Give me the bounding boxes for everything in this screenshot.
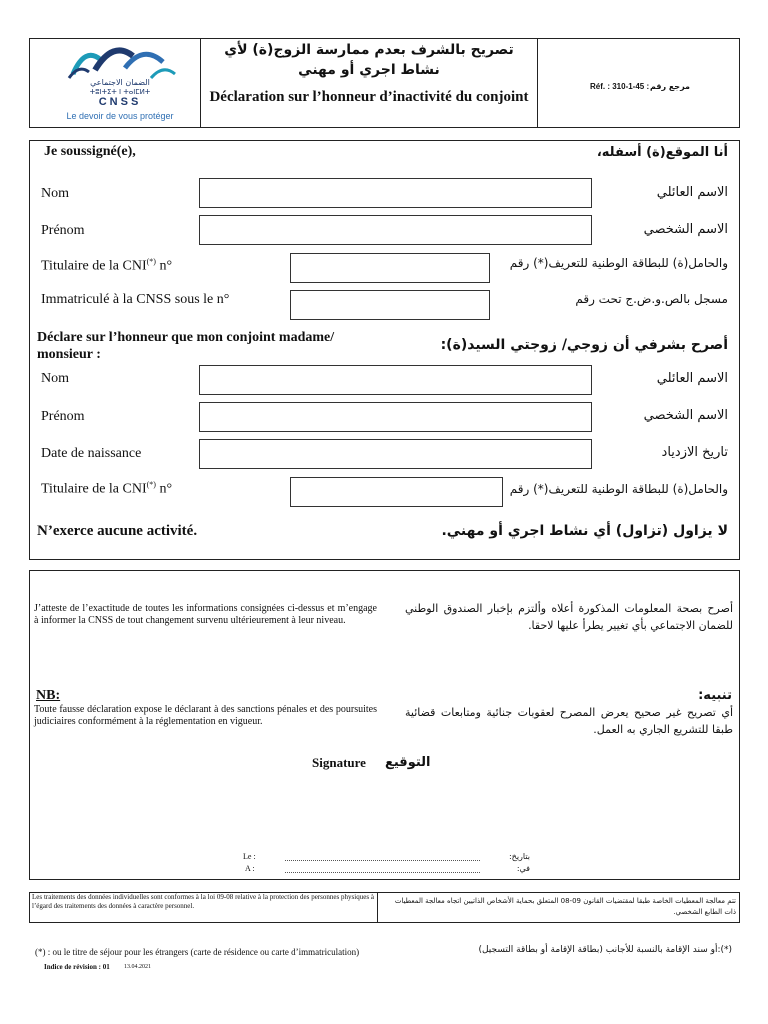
spouse-nom-field[interactable] (199, 365, 592, 395)
header-divider-1 (200, 38, 201, 128)
le-label-ar: بتاريخ: (508, 852, 530, 861)
title-french: Déclaration sur l’honneur d’inactivité du conjoint (209, 89, 529, 105)
prenom-field[interactable] (199, 215, 592, 245)
footnote-fr: (*) : ou le titre de séjour pour les étrangers (carte de résidence ou carte d’immatriculation) (35, 947, 360, 957)
a-label: A : (245, 864, 255, 873)
spouse-nom-label: Nom (41, 371, 69, 386)
immat-label-ar: مسجل بالص.و.ض.ج تحت رقم (575, 292, 728, 306)
prenom-label: Prénom (41, 223, 85, 238)
spouse-cni-field[interactable] (290, 477, 503, 507)
logo-tagline: Le devoir de vous protéger (66, 111, 174, 121)
declare-ar: أصرح بشرفي أن زوجي/ زوجتي السيد(ة): (440, 337, 728, 353)
a-line[interactable] (285, 872, 480, 873)
revision-date: 13.04.2021 (124, 964, 151, 970)
spouse-prenom-field[interactable] (199, 402, 592, 432)
logo-name: CNSS (98, 96, 142, 108)
privacy-fr: Les traitements des données individuelles sont conformes à la loi 09-08 relative à la protection des personnes physiques à l’égard des traitements des données à caractère personnel. (32, 893, 374, 910)
revision-label: Indice de révision : 01 (44, 963, 110, 971)
cni-label-ar: والحامل(ة) للبطاقة الوطنية للتعريف(*) رقم (509, 256, 728, 270)
nb-text-ar: أي تصريح غير صحيح يعرض المصرح لعقوبات جنائية ومتابعات قضائية طبقا للتشريع الجاري به العمل. (405, 706, 733, 736)
nom-label: Nom (41, 186, 69, 201)
title-arabic: تصريح بالشرف بعدم ممارسة الزوج(ة) لأي نشاط اجري أو مهني (224, 42, 514, 78)
logo-arches-icon (55, 40, 185, 80)
nb-title-fr: NB: (36, 688, 61, 703)
ref-label-fr: Réf. : 310-1-45 : (590, 82, 650, 91)
declare-fr: Déclare sur l’honneur que mon conjoint madame/ monsieur : (37, 330, 335, 362)
no-activity-fr: N’exerce aucune activité. (37, 523, 198, 539)
le-line[interactable] (285, 860, 480, 861)
intro-ar: أنا الموقع(ة) أسفله، (596, 145, 728, 160)
nom-field[interactable] (199, 178, 592, 208)
nb-title-ar: تنبيه: (698, 688, 732, 703)
dob-field[interactable] (199, 439, 592, 469)
cni-sup: (*) (146, 257, 156, 266)
cni-field[interactable] (290, 253, 490, 283)
no-activity-ar: لا يزاول (تزاول) أي نشاط اجري أو مهني. (441, 523, 728, 539)
spouse-prenom-label-ar: الاسم الشخصي (643, 408, 728, 423)
privacy-ar: تتم معالجة المعطيات الخاصة طبقا لمقتضيات القانون 09-08 المتعلق بحماية الأشخاص الذاتيين اتجاه معالجة المعطيات ذات الطابع الشخصي. (394, 897, 736, 916)
cni-label: Titulaire de la CNI(*) n° (41, 257, 173, 274)
intro-fr: Je soussigné(e), (44, 144, 136, 159)
le-label: Le : (243, 852, 256, 861)
logo-tifinagh: ⵜⵓⵏⵜⵉⵜ ⵏ ⵜⴰⵏⵎⵍⵜ (89, 88, 151, 96)
dob-label: Date de naissance (41, 446, 142, 461)
a-label-ar: في: (516, 864, 530, 873)
prenom-label-ar: الاسم الشخصي (643, 222, 728, 237)
attestation-fr: J’atteste de l’exactitude de toutes les informations consignées ci-dessus et m’engage à informer la CNSS de tout changement survenu ultérieurement à leur niveau. (34, 603, 377, 626)
dob-label-ar: تاريخ الازدياد (661, 445, 728, 460)
spouse-prenom-label: Prénom (41, 409, 85, 424)
nb-text-fr: Toute fausse déclaration expose le déclarant à des sanctions pénales et des poursuites judiciaires conformément à la réglementation en vigueur. (34, 704, 377, 727)
ref-label-ar: مرجع رقم (649, 82, 690, 91)
cnss-logo (55, 40, 185, 124)
immat-label: Immatriculé à la CNSS sous le n° (41, 292, 230, 307)
nom-label-ar: الاسم العائلي (656, 185, 728, 200)
immat-field[interactable] (290, 290, 490, 320)
spouse-cni-label-ar: والحامل(ة) للبطاقة الوطنية للتعريف(*) رقم (509, 482, 728, 496)
spouse-cni-sup: (*) (146, 480, 156, 489)
privacy-divider (377, 892, 378, 923)
signature-ar: التوقيع (385, 755, 431, 770)
header-divider-2 (537, 38, 538, 128)
spouse-nom-label-ar: الاسم العائلي (656, 371, 728, 386)
signature-fr: Signature (312, 755, 366, 770)
logo-arabic: الضمان الاجتماعي (90, 78, 150, 87)
attestation-ar: أصرح بصحة المعلومات المذكورة أعلاه وألتزم بإخبار الصندوق الوطني للضمان الاجتماعي بأي تغيير يطرأ عليها لاحقا. (405, 602, 733, 632)
spouse-cni-label: Titulaire de la CNI(*) n° (41, 480, 173, 497)
footnote-ar: (*):أو سند الإقامة بالنسبة للأجانب (بطاقة الإقامة أو بطاقة التسجيل) (478, 945, 732, 955)
